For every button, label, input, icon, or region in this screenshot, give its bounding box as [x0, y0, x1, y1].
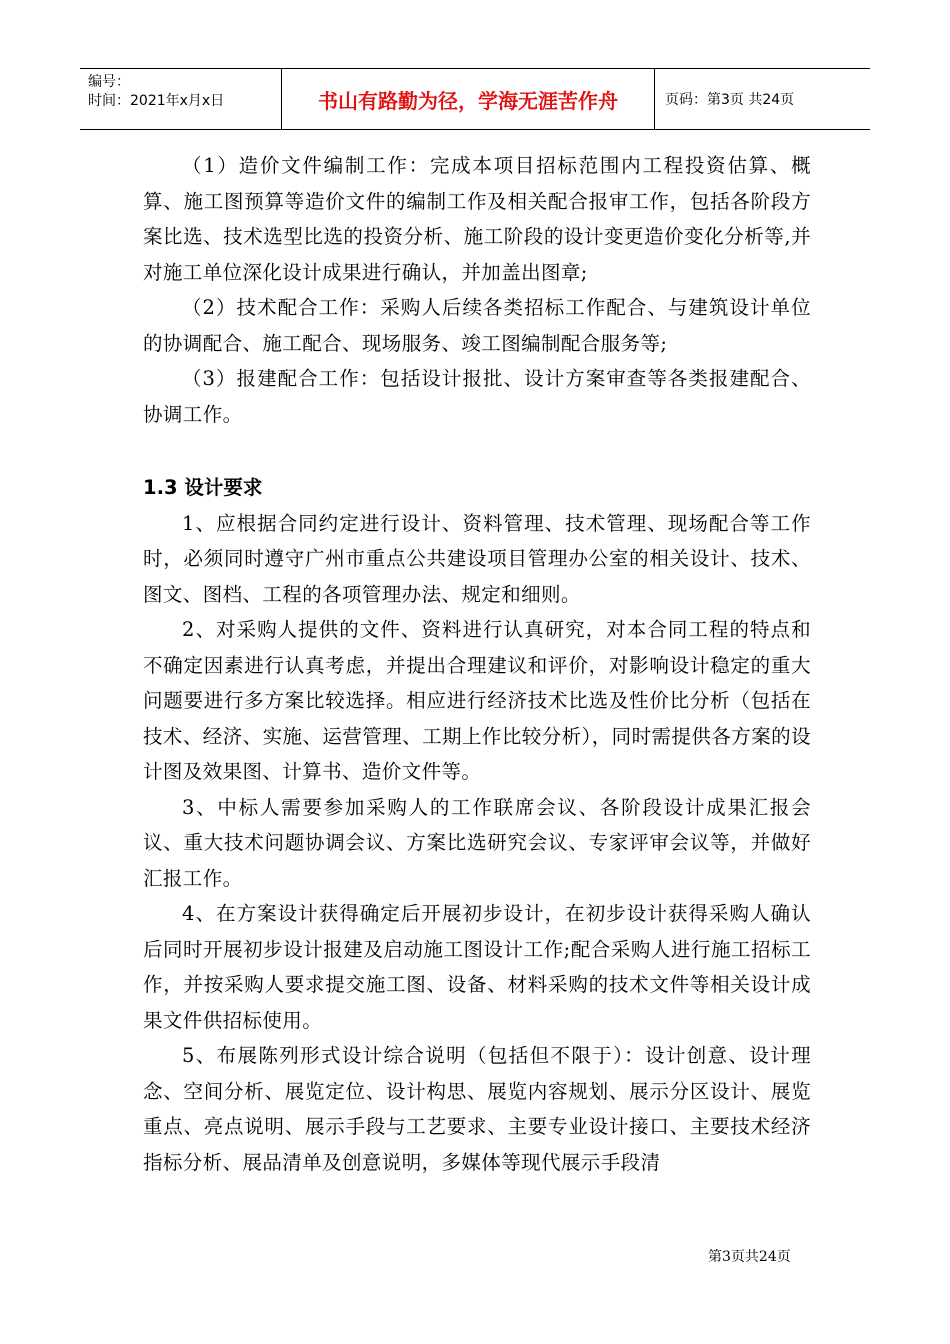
header-page-info: 页码：第3页 共24页: [665, 92, 795, 108]
paragraph-cost-docs: （1）造价文件编制工作：完成本项目招标范围内工程投资估算、概算、施工图预算等造价文件的编制工作及相关配合报审工作，包括各阶段方案比选、技术选型比选的投资分析、施工阶段的设计变更造价变化分析等,并对施工单位深化设计成果进行确认，并加盖出图章;: [143, 154, 811, 284]
page-header: [80, 68, 870, 130]
paragraph-permit-support: （3）报建配合工作：包括设计报批、设计方案审查等各类报建配合、协调工作。: [143, 367, 811, 426]
document-body: [143, 148, 811, 1180]
header-meta: [80, 69, 282, 129]
paragraph-requirement-5: 5、布展陈列形式设计综合说明（包括但不限于）：设计创意、设计理念、空间分析、展览定位、设计构思、展览内容规划、展示分区设计、展览重点、亮点说明、展示手段与工艺要求、主要专业设计接口、主要技术经济指标分析、展品清单及创意说明，多媒体等现代展示手段清: [143, 1044, 811, 1174]
document-number-label: 编号：: [88, 74, 130, 90]
paragraph-requirement-3: 3、中标人需要参加采购人的工作联席会议、各阶段设计成果汇报会议、重大技术问题协调会议、方案比选研究会议、专家评审会议等，并做好汇报工作。: [143, 795, 811, 890]
paragraph-requirement-2: 2、对采购人提供的文件、资料进行认真研究，对本合同工程的特点和不确定因素进行认真考虑，并提出合理建议和评价，对影响设计稳定的重大问题要进行多方案比较选择。相应进行经济技术比选及性价比分析（包括在技术、经济、实施、运营管理、工期上作比较分析），同时需提供各方案的设计图及效果图、计算书、造价文件等。: [143, 618, 811, 783]
header-motto: 书山有路勤为径，学海无涯苦作舟: [282, 69, 655, 129]
paragraph-tech-support: （2）技术配合工作：采购人后续各类招标工作配合、与建筑设计单位的协调配合、施工配合、现场服务、竣工图编制配合服务等;: [143, 296, 811, 355]
document-date: 时间：2021年x月x日: [88, 93, 225, 109]
paragraph-requirement-1: 1、应根据合同约定进行设计、资料管理、技术管理、现场配合等工作时，必须同时遵守广州市重点公共建设项目管理办公室的相关设计、技术、图文、图档、工程的各项管理办法、规定和细则。: [143, 511, 811, 606]
page-footer: 第3页共24页: [708, 1249, 791, 1265]
section-heading: 1.3 设计要求: [143, 476, 263, 499]
paragraph-requirement-4: 4、在方案设计获得确定后开展初步设计，在初步设计获得采购人确认后同时开展初步设计报建及启动施工图设计工作;配合采购人进行施工招标工作，并按采购人要求提交施工图、设备、材料采购的技术文件等相关设计成果文件供招标使用。: [143, 902, 811, 1032]
